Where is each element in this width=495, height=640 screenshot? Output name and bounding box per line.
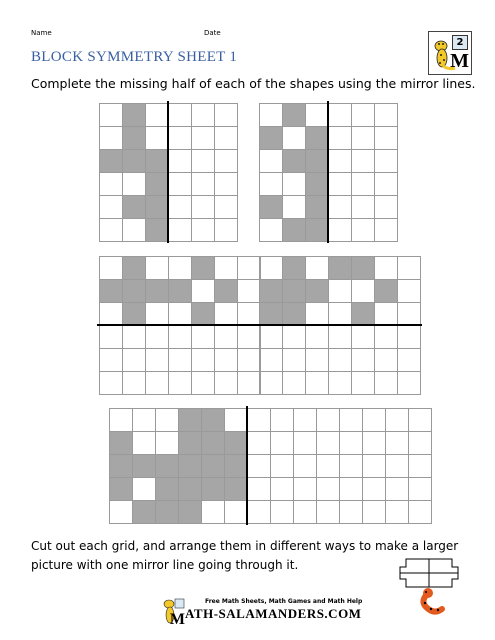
grid-cell [168,103,192,127]
grid-cell [305,371,329,395]
grid-cell [99,126,123,150]
grid-cell [214,302,238,326]
grid-cell [247,454,271,478]
grid-cell [191,371,215,395]
grid-cell [191,348,215,372]
grid-cell [109,408,133,432]
grid-cell [178,431,202,455]
grid-cell [247,431,271,455]
grid-cell [155,408,179,432]
grid-cell [99,256,123,280]
grid-cell [122,325,146,349]
grid-cell [122,371,146,395]
grid-cell [191,325,215,349]
grid-cell [316,500,340,524]
grid-cell [259,302,283,326]
symmetry-grid-3 [99,256,260,394]
grid-cell [305,279,329,303]
grid-cell [282,149,306,173]
grid-cell [237,256,261,280]
grid-cell [214,325,238,349]
grid-cell [201,454,225,478]
grid-cell [224,431,248,455]
grid-cell [214,172,238,196]
symmetry-grid-1 [99,103,237,241]
grid-cell [132,408,156,432]
grid-cell [305,348,329,372]
grid-cell [385,500,409,524]
grid-cell [122,279,146,303]
grid-cell [374,103,398,127]
logo-letter-m-icon: M [450,50,469,72]
grid-cell [259,149,283,173]
grid-cell [270,431,294,455]
grid-cell [168,302,192,326]
grid-cell [109,477,133,501]
grid-cell [351,126,375,150]
grid-cell [339,500,363,524]
grid-cell [374,172,398,196]
grid-cell [408,500,432,524]
mirror-line [327,101,329,243]
grid-cell [168,371,192,395]
grid-cell [259,279,283,303]
grid-cell [145,302,169,326]
grid-cell [145,348,169,372]
grid-cell [99,371,123,395]
mirror-line [257,324,422,326]
grid-cell [191,195,215,219]
mirror-line [246,406,248,525]
level-badge: 2 [452,35,468,50]
grid-cell [408,431,432,455]
grid-cell [293,500,317,524]
grid-cell [293,477,317,501]
grid-cell [305,149,329,173]
grid-cell [168,126,192,150]
symmetry-grid-2 [259,103,397,241]
grid-cell [270,500,294,524]
grid-cell [282,325,306,349]
grid-cell [237,279,261,303]
grid-cell [305,325,329,349]
grid-cell [168,348,192,372]
grid-cell [122,218,146,242]
grid-cell [293,454,317,478]
grid-cell [270,408,294,432]
grid-cell [224,408,248,432]
grid-cell [339,431,363,455]
grid-cell [351,256,375,280]
grid-cell [132,454,156,478]
grid-cell [168,279,192,303]
grid-cell [316,477,340,501]
grid-cell [351,302,375,326]
grid-cell [201,431,225,455]
grid-cell [282,218,306,242]
grid-cell [282,279,306,303]
grid-cell [214,218,238,242]
grid-cell [145,149,169,173]
grid-cell [397,371,421,395]
grid-cell [408,408,432,432]
grid-cell [328,126,352,150]
grid-cell [99,172,123,196]
footer-instruction: Cut out each grid, and arrange them in different ways to make a larger picture with one mirror line going through it. [31,539,459,572]
grid-cell [351,103,375,127]
grid-cell [397,256,421,280]
grid-cell [270,454,294,478]
grid-cell [385,477,409,501]
grid-cell [328,348,352,372]
grid-cell [201,408,225,432]
grid-cell [316,454,340,478]
grid-cell [328,302,352,326]
grid-cell [339,477,363,501]
grid-cell [224,477,248,501]
grid-cell [168,218,192,242]
grid-cell [122,256,146,280]
instruction-text: Complete the missing half of each of the shapes using the mirror lines. [31,76,476,91]
grid-cell [168,325,192,349]
grid-cell [168,256,192,280]
grid-cell [145,126,169,150]
grid-cell [328,149,352,173]
grid-cell [122,126,146,150]
grid-cell [408,477,432,501]
grid-cell [385,454,409,478]
grid-cell [191,126,215,150]
grid-cell [351,149,375,173]
grid-cell [374,149,398,173]
grid-cell [293,408,317,432]
grid-cell [305,256,329,280]
grid-cell [132,500,156,524]
grid-cell [145,325,169,349]
grid-cell [99,218,123,242]
grid-cell [362,431,386,455]
grid-cell [282,348,306,372]
grid-cell [316,431,340,455]
grid-cell [168,195,192,219]
grid-cell [282,256,306,280]
grid-cell [259,126,283,150]
grid-cell [145,256,169,280]
grid-cell [362,454,386,478]
grid-cell [191,218,215,242]
grid-cell [374,126,398,150]
grid-cell [214,279,238,303]
page-title: BLOCK SYMMETRY SHEET 1 [31,49,238,65]
grid-cell [168,149,192,173]
grid-cell [109,454,133,478]
grid-cell [191,103,215,127]
grid-cell [214,371,238,395]
grid-cell [224,454,248,478]
grid-cell [385,408,409,432]
grid-cell [214,149,238,173]
grid-cell [201,500,225,524]
grid-cell [99,103,123,127]
grid-cell [270,477,294,501]
grid-cell [374,218,398,242]
grid-cell [99,325,123,349]
grid-cell [237,348,261,372]
grid-cell [155,431,179,455]
svg-text:M: M [169,611,185,626]
grid-cell [305,126,329,150]
grid-cell [397,279,421,303]
grid-cell [247,477,271,501]
grid-cell [132,477,156,501]
mirror-line [167,101,169,243]
grid-cell [351,371,375,395]
grid-cell [374,302,398,326]
grid-cell [385,431,409,455]
grid-cell [397,325,421,349]
grid-cell [282,371,306,395]
grid-cell [259,195,283,219]
grid-cell [282,302,306,326]
symmetry-grid-4 [259,256,420,394]
grid-cell [109,500,133,524]
grid-cell [214,103,238,127]
grid-cell [408,454,432,478]
grid-cell [122,302,146,326]
grid-cell [351,325,375,349]
grid-cell [122,172,146,196]
grid-cell [99,348,123,372]
grid-cell [351,218,375,242]
grid-cell [259,218,283,242]
grid-cell [247,408,271,432]
grid-cell [155,454,179,478]
grid-cell [145,218,169,242]
grid-cell [191,172,215,196]
grid-cell [374,256,398,280]
grid-cell [122,348,146,372]
grid-cell [293,431,317,455]
grid-cell [237,371,261,395]
grid-cell [178,454,202,478]
grid-cell [316,408,340,432]
grid-cell [305,218,329,242]
grid-cell [362,408,386,432]
grid-cell [374,348,398,372]
grid-cell [305,172,329,196]
grid-cell [259,172,283,196]
grid-cell [328,325,352,349]
grid-cell [214,195,238,219]
grid-cell [145,195,169,219]
grid-cell [145,103,169,127]
grid-cell [214,256,238,280]
grid-cell [145,371,169,395]
grid-cell [351,279,375,303]
grid-cell [122,149,146,173]
grid-cell [328,256,352,280]
grid-cell [145,172,169,196]
grid-cell [109,431,133,455]
grid-cell [328,195,352,219]
grid-cell [132,431,156,455]
grid-cell [155,500,179,524]
grid-cell [397,348,421,372]
grid-cell [99,279,123,303]
grid-cell [339,454,363,478]
grid-cell [178,477,202,501]
grid-cell [214,126,238,150]
grid-cell [328,172,352,196]
grid-cell [191,256,215,280]
grid-cell [99,302,123,326]
grid-cell [168,172,192,196]
grid-cell [282,103,306,127]
grid-cell [374,371,398,395]
grid-cell [259,348,283,372]
grid-cell [191,279,215,303]
grid-cell [305,195,329,219]
grid-cell [201,477,225,501]
grid-cell [122,103,146,127]
grid-cell [122,195,146,219]
grid-cell [259,325,283,349]
salamander-logo [428,31,472,75]
grid-cell [247,500,271,524]
grid-cell [339,408,363,432]
grid-cell [99,195,123,219]
footer-site-name: ATH-SALAMANDERS.COM [185,606,362,621]
grid-cell [282,195,306,219]
grid-cell [259,256,283,280]
grid-cell [237,325,261,349]
grid-cell [282,126,306,150]
grid-cell [145,279,169,303]
grid-cell [374,279,398,303]
grid-cell [178,408,202,432]
symmetry-grid-5 [109,408,431,523]
name-label: Name [31,29,52,37]
grid-cell [305,302,329,326]
salamander-mascot-icon [423,588,442,612]
footer-logo [157,596,363,626]
grid-cell [305,103,329,127]
arrangement-diagram [398,557,460,617]
grid-cell [237,302,261,326]
grid-cell [178,500,202,524]
grid-cell [328,279,352,303]
grid-cell [191,149,215,173]
date-label: Date [204,29,221,37]
grid-cell [328,218,352,242]
grid-cell [259,103,283,127]
grid-cell [397,302,421,326]
grid-cell [374,195,398,219]
grid-cell [155,477,179,501]
footer-salamander-icon [157,596,187,626]
grid-cell [362,477,386,501]
grid-cell [99,149,123,173]
mirror-line [97,324,262,326]
grid-cell [224,500,248,524]
grid-cell [214,348,238,372]
grid-cell [328,103,352,127]
grid-cell [374,325,398,349]
grid-cell [351,172,375,196]
grid-cell [351,348,375,372]
grid-cell [191,302,215,326]
grid-cell [362,500,386,524]
footer-tagline: Free Math Sheets, Math Games and Math Help [205,598,363,605]
grid-cell [259,371,283,395]
grid-cell [328,371,352,395]
grid-cell [282,172,306,196]
grid-cell [351,195,375,219]
